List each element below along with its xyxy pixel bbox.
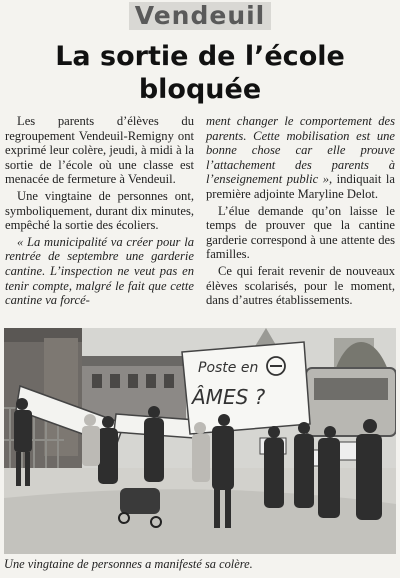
article-paragraph: Les parents d’élèves du regroupement Vendeuil-Remigny ont exprimé leur colère, jeudi, à midi à la sortie de l’école où une classe est menacée de fermeture à Vendeuil.	[5, 114, 194, 187]
section-rubric	[0, 2, 400, 30]
headline-line-2: bloquée	[138, 74, 262, 105]
article-paragraph: Ce qui ferait revenir de nouveaux élèves scolarisés, pour le moment, dans d’autres établissements.	[206, 263, 395, 308]
article-quote: « La municipalité va créer pour la rentrée de septembre une garderie cantine. L’inspection ne veut pas en tenir compte, malgré le fait que cette cantine va forcé-	[5, 234, 194, 308]
protest-photo	[4, 328, 396, 554]
article-quote: ment changer le comportement des parents. Cette mobilisation est une bonne chose car elle prouve l’attachement des parents à l’enseignement public »	[206, 114, 395, 187]
article-column-left	[5, 114, 194, 308]
photo-caption: Une vingtaine de personnes a manifesté sa colère.	[4, 557, 253, 571]
headline-line-1: La sortie de l’école	[55, 41, 345, 72]
article-quote-attribution: , indiquait la première adjointe Maryline Delot.	[206, 172, 395, 201]
banner-line-1: Poste en	[198, 360, 259, 376]
headline	[10, 40, 390, 106]
photo-illustration	[4, 328, 396, 554]
rubric-label: Vendeuil	[129, 2, 272, 30]
banner-line-2: ÂMES ?	[192, 385, 266, 409]
article-paragraph	[206, 114, 395, 202]
article-paragraph: Une vingtaine de personnes ont, symboliquement, durant dix minutes, empêché la sortie des écoliers.	[5, 188, 194, 233]
article-column-right	[206, 114, 395, 308]
article-paragraph: L’élue demande qu’on laisse le temps de prouver que la cantine garderie correspond à une attente des familles.	[206, 203, 395, 262]
